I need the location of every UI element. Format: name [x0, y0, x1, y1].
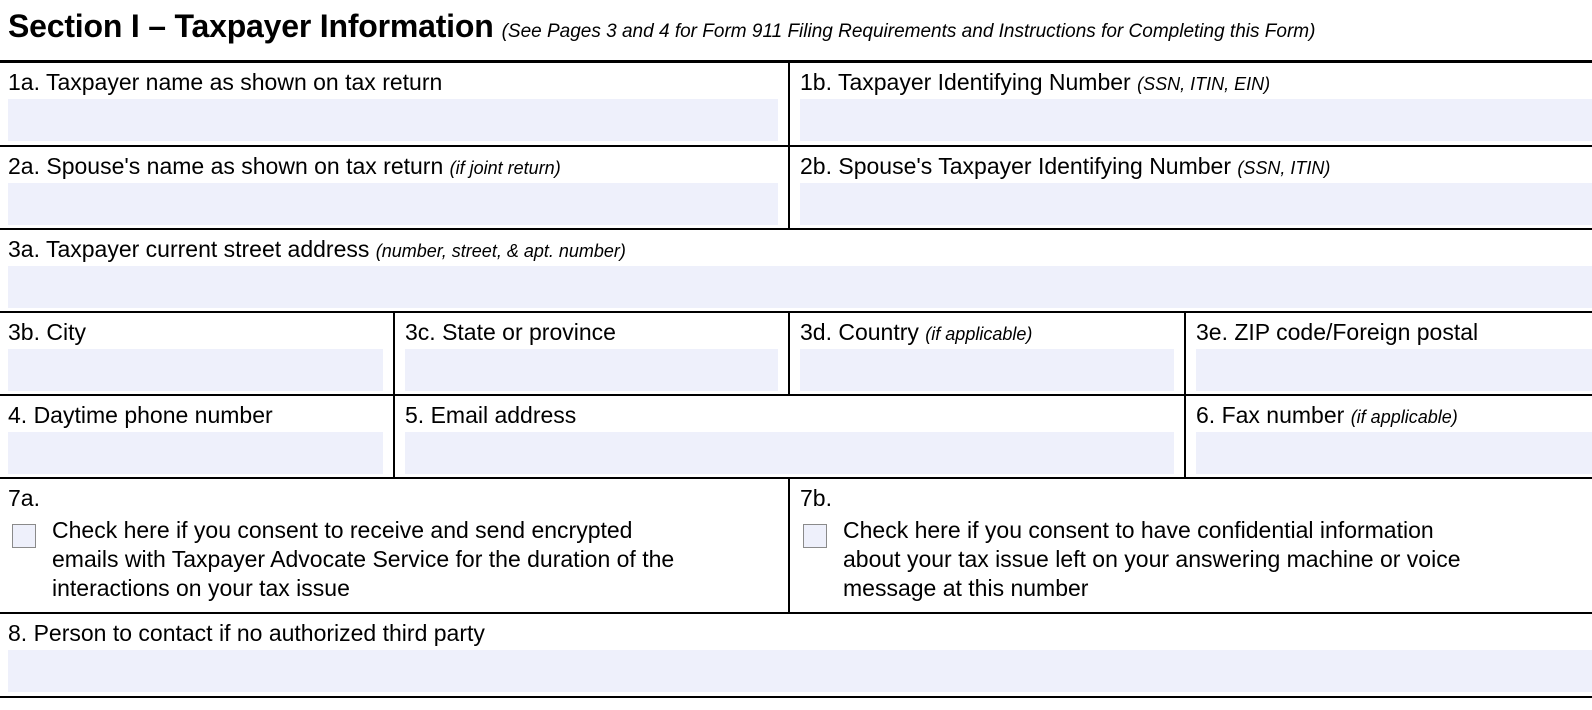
phone-label-text: 4. Daytime phone number	[8, 402, 273, 428]
row-divider-3	[0, 311, 1592, 313]
consent-7a-label: 7a.	[8, 485, 40, 511]
country-input[interactable]	[800, 349, 1174, 391]
fax-input[interactable]	[1196, 432, 1592, 474]
country-label-text: 3d. Country	[800, 319, 919, 345]
row-divider-6	[0, 612, 1592, 614]
street-address-note: (number, street, & apt. number)	[375, 241, 626, 261]
section-top-rule	[0, 60, 1592, 63]
col-divider-row6	[788, 478, 790, 613]
section-note: (See Pages 3 and 4 for Form 911 Filing Requirements and Instructions for Completing this Form)	[501, 21, 1316, 42]
spouse-name-label-text: 2a. Spouse's name as shown on tax return	[8, 153, 444, 179]
consent-7a-line-1: Check here if you consent to receive and send encrypted	[52, 517, 633, 543]
col-divider-row4-a	[393, 312, 395, 395]
taxpayer-name-label	[8, 68, 442, 96]
spouse-name-note: (if joint return)	[449, 158, 561, 178]
taxpayer-tin-label-text: 1b. Taxpayer Identifying Number	[800, 69, 1131, 95]
consent-7b-label: 7b.	[800, 485, 832, 511]
email-label	[405, 401, 576, 429]
spouse-name-input[interactable]	[8, 183, 778, 225]
phone-input[interactable]	[8, 432, 383, 474]
state-input[interactable]	[405, 349, 778, 391]
section-title: Section I – Taxpayer Information	[8, 8, 494, 44]
country-label	[800, 318, 1032, 348]
street-address-label-text: 3a. Taxpayer current street address	[8, 236, 370, 262]
spouse-tin-input[interactable]	[800, 183, 1592, 225]
contact-person-label	[8, 619, 485, 647]
col-divider-row5-b	[1184, 395, 1186, 478]
row-divider-5	[0, 477, 1592, 479]
col-divider-row4-b	[788, 312, 790, 395]
consent-7a-checkbox[interactable]	[12, 524, 36, 548]
street-address-input[interactable]	[8, 266, 1592, 308]
city-input[interactable]	[8, 349, 383, 391]
taxpayer-tin-note: (SSN, ITIN, EIN)	[1137, 74, 1271, 94]
taxpayer-name-label-text: 1a. Taxpayer name as shown on tax return	[8, 69, 443, 95]
fax-label	[1196, 401, 1458, 431]
street-address-label	[8, 235, 626, 265]
phone-label	[8, 401, 273, 429]
spouse-tin-label	[800, 152, 1330, 182]
contact-person-label-text: 8. Person to contact if no authorized third party	[8, 620, 485, 646]
col-divider-row2	[788, 146, 790, 229]
section-bottom-rule	[0, 696, 1592, 698]
consent-7a-line-2: emails with Taxpayer Advocate Service for the duration of the	[52, 546, 675, 572]
consent-7a-text	[52, 516, 674, 603]
row-divider-1	[0, 145, 1592, 147]
section-header	[8, 8, 1592, 58]
city-label-text: 3b. City	[8, 319, 86, 345]
consent-7b-line-1: Check here if you consent to have confidential information	[843, 517, 1434, 543]
email-input[interactable]	[405, 432, 1174, 474]
zip-label	[1196, 318, 1478, 346]
row-divider-4	[0, 394, 1592, 396]
fax-note: (if applicable)	[1350, 407, 1458, 427]
col-divider-row1	[788, 62, 790, 146]
consent-7b-line-3: message at this number	[843, 575, 1089, 601]
consent-7a-line-3: interactions on your tax issue	[52, 575, 350, 601]
email-label-text: 5. Email address	[405, 402, 577, 428]
state-label	[405, 318, 616, 346]
spouse-tin-label-text: 2b. Spouse's Taxpayer Identifying Number	[800, 153, 1231, 179]
taxpayer-tin-label	[800, 68, 1270, 98]
contact-person-input[interactable]	[8, 650, 1592, 692]
fax-label-text: 6. Fax number	[1196, 402, 1345, 428]
country-note: (if applicable)	[925, 324, 1033, 344]
zip-input[interactable]	[1196, 349, 1592, 391]
consent-7b-text	[843, 516, 1461, 603]
row-divider-2	[0, 228, 1592, 230]
spouse-tin-note: (SSN, ITIN)	[1237, 158, 1331, 178]
spouse-name-label	[8, 152, 561, 182]
city-label	[8, 318, 86, 346]
consent-7b-checkbox[interactable]	[803, 524, 827, 548]
col-divider-row4-c	[1184, 312, 1186, 395]
state-label-text: 3c. State or province	[405, 319, 616, 345]
col-divider-row5-a	[393, 395, 395, 478]
zip-label-text: 3e. ZIP code/Foreign postal	[1196, 319, 1479, 345]
taxpayer-tin-input[interactable]	[800, 99, 1592, 141]
consent-7b-line-2: about your tax issue left on your answering machine or voice	[843, 546, 1461, 572]
taxpayer-name-input[interactable]	[8, 99, 778, 141]
